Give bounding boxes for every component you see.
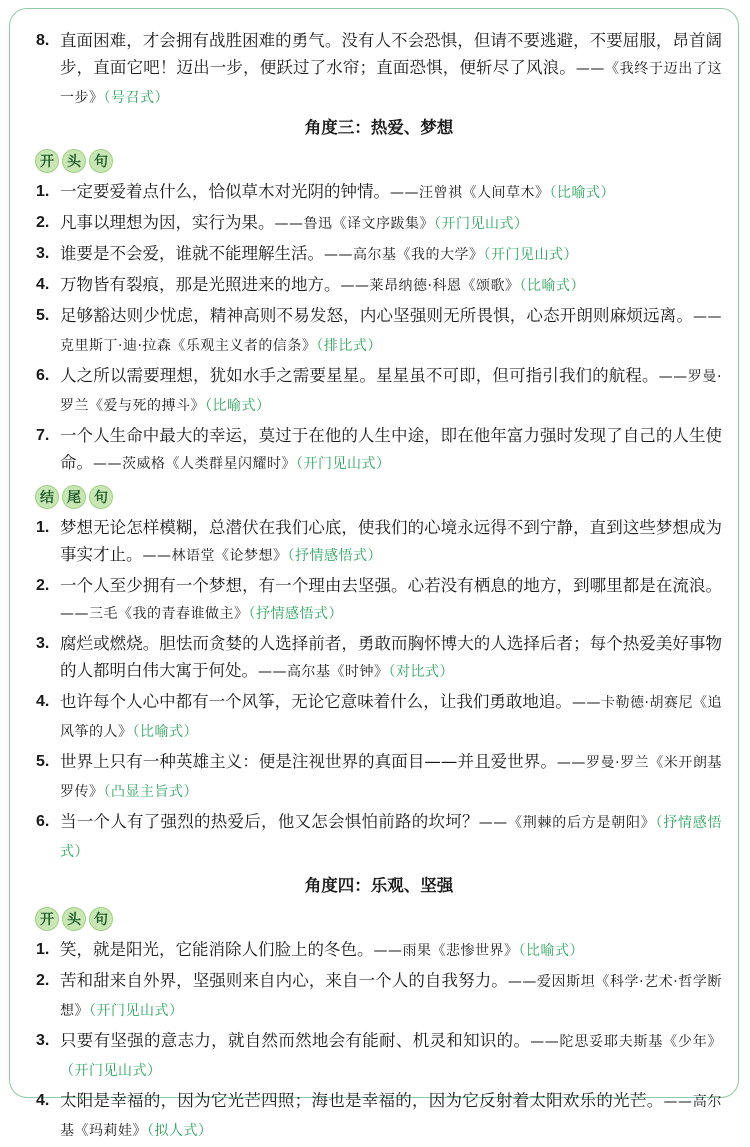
ending-sentences-heading: [35, 484, 722, 510]
item-number: 2 .: [36, 967, 49, 994]
quote-source: ——雨果《悲惨世界》: [373, 943, 519, 959]
item-number: 6 .: [36, 808, 49, 835]
quote-text: 腐烂或燃烧。胆怯而贪婪的人选择前者，勇敢而胸怀博大的人选择后者；每个热爱美好事物的人都明白伟大寓于何处。: [60, 634, 722, 680]
item-number: 1 .: [36, 514, 49, 541]
quote-source: ——高尔基《时钟》: [258, 664, 389, 680]
quote-source: ——克里斯丁·迪·拉森《乐观主义者的信条》: [60, 309, 722, 354]
item-number: 6 .: [36, 362, 49, 389]
quote-text: 万物皆有裂痕，那是光照进来的地方。: [60, 275, 341, 294]
item-number: 2 .: [36, 572, 49, 599]
heading-char: 结: [35, 485, 59, 509]
list-item: [36, 422, 722, 478]
quote-source: ——三毛《我的青春谁做主》: [60, 606, 249, 622]
list-item: [36, 362, 722, 420]
technique-tag: （比喻式）: [132, 724, 198, 740]
quote-source: ——鲁迅《译文序跋集》: [274, 216, 434, 232]
quote-source: ——罗曼·罗兰《米开朗基罗传》: [60, 755, 723, 800]
technique-tag: （排比式）: [316, 338, 382, 354]
list-item: [36, 748, 722, 806]
item-number: 4 .: [36, 688, 49, 715]
item-number: 2 .: [36, 209, 49, 236]
quote-text: 世界上只有一种英雄主义：便是注视世界的真面目——并且爱世界。: [60, 752, 557, 771]
technique-tag: （拟人式）: [147, 1123, 213, 1139]
heading-char: 句: [89, 485, 113, 509]
heading-char: 开: [35, 149, 59, 173]
quote-text: 当一个人有了强烈的热爱后，他又怎会惧怕前路的坎坷？: [60, 812, 479, 831]
quote-text: 直面困难，才会拥有战胜困难的勇气。没有人不会恐惧，但请不要逃避，不要屈服，昂首阔步，直面它吧！迈出一步，便跃过了水帘；直面恐惧，便斩尽了风浪。: [60, 31, 722, 77]
item-number: 3 .: [36, 630, 49, 657]
quote-text: 谁要是不会爱，谁就不能理解生活。: [60, 244, 324, 263]
list-item: [36, 27, 722, 112]
list-item: [36, 1087, 722, 1145]
quote-source: ——茨威格《人类群星闪耀时》: [93, 456, 296, 472]
quote-source: ——卡勒德·胡赛尼《追风筝的人》: [60, 695, 723, 740]
quote-text: 一个人生命中最大的幸运，莫过于在他的人生中途，即在他年富力强时发现了自己的人生使命。: [60, 426, 722, 472]
quote-text: 人之所以需要理想，犹如水手之需要星星。星星虽不可即，但可指引我们的航程。: [60, 366, 659, 385]
technique-tag: （开门见山式）: [89, 1003, 184, 1019]
list-item: [36, 240, 722, 269]
technique-tag: （号召式）: [103, 90, 169, 106]
list-item: [36, 572, 722, 628]
technique-tag: （开门见山式）: [483, 247, 578, 263]
list-item: [36, 514, 722, 570]
list-item: [36, 808, 722, 866]
quote-text: 太阳是幸福的，因为它光芒四照；海也是幸福的，因为它反射着太阳欢乐的光芒。: [60, 1091, 664, 1110]
opening-sentences-heading: [35, 148, 722, 174]
quote-source: ——《荆棘的后方是朝阳》: [478, 815, 656, 831]
list-item: [36, 936, 722, 965]
item-number: 4 .: [36, 271, 49, 298]
quote-source: ——高尔基《玛莉娃》: [60, 1094, 723, 1139]
list-item: [36, 688, 722, 746]
item-number: 5 .: [36, 302, 49, 329]
technique-tag: （开门见山式）: [60, 1063, 162, 1079]
item-number: 1 .: [36, 936, 49, 963]
quote-source: ——爱因斯坦《科学·艺术·哲学断想》: [60, 974, 723, 1019]
heading-char: 句: [89, 149, 113, 173]
list-item: [36, 271, 722, 300]
heading-char: 开: [35, 907, 59, 931]
list-item: [36, 630, 722, 686]
quote-text: 凡事以理想为因，实行为果。: [60, 213, 275, 232]
list-item: [36, 302, 722, 360]
quote-text: 一个人至少拥有一个梦想，有一个理由去坚强。心若没有栖息的地方，到哪里都是在流浪。: [60, 576, 722, 595]
quote-text: 只要有坚强的意志力，就自然而然地会有能耐、机灵和知识的。: [60, 1031, 531, 1050]
technique-tag: （凸显主旨式）: [103, 784, 198, 800]
technique-tag: （比喻式）: [549, 185, 615, 201]
list-item: [36, 1027, 722, 1085]
quote-source: ——莱昂纳德·科恩《颂歌》: [340, 278, 520, 294]
quote-source: ——林语堂《论梦想》: [142, 548, 288, 564]
technique-tag: （抒情感悟式）: [248, 606, 343, 622]
angle-3-title: 角度三：热爱、梦想: [304, 118, 454, 137]
angle3-ending-list: [36, 514, 722, 866]
quote-text: 一定要爱着点什么，恰似草木对光阴的钟情。: [60, 182, 390, 201]
technique-tag: （比喻式）: [518, 943, 584, 959]
angle3-opening-list: [36, 178, 722, 478]
opening-sentences-heading: [35, 906, 722, 932]
list-item: [36, 209, 722, 238]
technique-tag: （比喻式）: [519, 278, 585, 294]
heading-char: 头: [62, 149, 86, 173]
quote-source: ——《我终于迈出了这一步》: [60, 61, 723, 106]
technique-tag: （抒情感悟式）: [60, 815, 722, 860]
technique-tag: （开门见山式）: [296, 456, 391, 472]
item-number: 3 .: [36, 240, 49, 267]
quote-text: 苦和甜来自外界，坚强则来自内心，来自一个人的自我努力。: [60, 971, 508, 990]
quote-text: 笑，就是阳光，它能消除人们脸上的冬色。: [60, 940, 374, 959]
item-number: 3 .: [36, 1027, 49, 1054]
technique-tag: （对比式）: [388, 664, 454, 680]
heading-char: 尾: [62, 485, 86, 509]
list-item: [36, 178, 722, 207]
quote-text: 足够豁达则少忧虑，精神高则不易发怒，内心坚强则无所畏惧，心态开朗则麻烦远离。: [60, 306, 693, 325]
quote-source: ——汪曾祺《人间草木》: [390, 185, 550, 201]
page-content: [36, 27, 722, 1147]
list-item: [36, 967, 722, 1025]
quote-text: 梦想无论怎样模糊，总潜伏在我们心底，使我们的心境永远得不到宁静，直到这些梦想成为事实才止。: [60, 518, 722, 564]
item-number: 4 .: [36, 1087, 49, 1114]
quote-source: ——高尔基《我的大学》: [324, 247, 484, 263]
heading-char: 句: [89, 907, 113, 931]
quote-source: ——陀思妥耶夫斯基《少年》: [530, 1034, 723, 1050]
heading-char: 头: [62, 907, 86, 931]
angle-4-title: 角度四：乐观、坚强: [304, 876, 454, 895]
item-number: 8 .: [36, 27, 49, 54]
item-number: 7 .: [36, 422, 49, 449]
quote-source: ——罗曼·罗兰《爱与死的搏斗》: [60, 369, 723, 414]
technique-tag: （开门见山式）: [434, 216, 529, 232]
technique-tag: （比喻式）: [205, 398, 271, 414]
angle4-opening-list: [36, 936, 722, 1145]
item-number: 5 .: [36, 748, 49, 775]
technique-tag: （抒情感悟式）: [287, 548, 382, 564]
quote-text: 也许每个人心中都有一个风筝，无论它意味着什么，让我们勇敢地追。: [60, 692, 572, 711]
item-number: 1 .: [36, 178, 49, 205]
